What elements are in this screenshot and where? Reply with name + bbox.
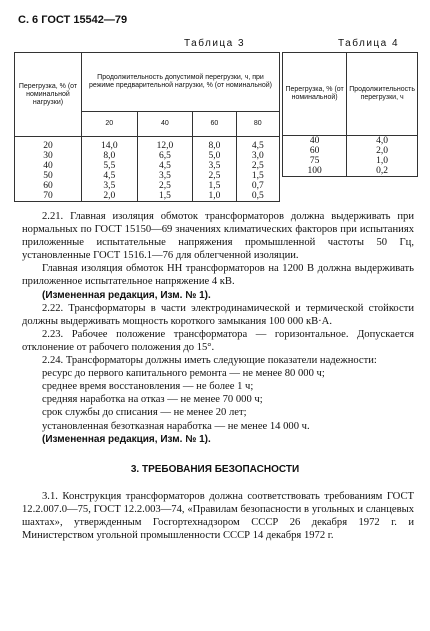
body-text	[22, 210, 414, 446]
paragraph-2-21-b: Главная изоляция обмоток НН трансформаторов на 1200 В должна выдерживать приложенное испытательное напряжение 4 кВ.	[22, 263, 414, 288]
cell: 4,5	[236, 141, 279, 151]
cell: 60	[283, 146, 347, 156]
cell: 2,5	[137, 181, 193, 191]
cell: 0,2	[347, 166, 418, 177]
table-4	[282, 52, 418, 177]
table-row	[283, 136, 418, 147]
cell: 1,5	[193, 181, 236, 191]
list-item: среднее время восстановления — не более 1 ч;	[42, 381, 254, 393]
cell: 8,0	[82, 151, 138, 161]
table-3	[14, 52, 280, 202]
paragraph-2-24: 2.24. Трансформаторы должны иметь следующие показатели надежности:	[42, 355, 377, 367]
paragraph-2-23: 2.23. Рабочее положение трансформатора — горизонтальное. Допускается отклонение от рабочего положения до 15°.	[22, 328, 414, 353]
page-header: С. 6 ГОСТ 15542—79	[18, 14, 128, 26]
table3-subheader: 60	[193, 112, 236, 137]
list-item: установленная безотказная наработка — не менее 14 000 ч.	[42, 420, 310, 432]
cell: 50	[15, 171, 82, 181]
list-item: срок службы до списания — не менее 20 лет;	[42, 407, 247, 419]
table-row	[15, 171, 280, 181]
table3-subheader: 20	[82, 112, 138, 137]
table-row	[15, 161, 280, 171]
cell: 1,0	[347, 156, 418, 166]
cell: 2,5	[236, 161, 279, 171]
cell: 100	[283, 166, 347, 177]
cell: 4,5	[82, 171, 138, 181]
paragraph-2-21: 2.21. Главная изоляция обмоток трансформаторов должна выдерживать при нормальных по ГОСТ 15150—69 значениях климатических факторов при испытаниях приложенные испытательные напряжения промышленной частоты 50 Гц, установленные ГОСТ 1516.1—76 для облегченной изоляции.	[22, 211, 414, 262]
table3-col-duration: Продолжительность допустимой перегрузки, ч, при режиме предварительной нагрузки, % (от номинальной)	[82, 53, 280, 112]
list-item: ресурс до первого капитального ремонта — не менее 80 000 ч;	[42, 368, 325, 380]
table-row	[283, 146, 418, 156]
table-row	[283, 166, 418, 177]
cell: 3,5	[193, 161, 236, 171]
table-row	[15, 181, 280, 191]
cell: 12,0	[137, 141, 193, 151]
cell: 4,5	[137, 161, 193, 171]
table4-col-overload: Перегрузка, % (от номинальной)	[283, 53, 347, 136]
cell: 20	[15, 141, 82, 151]
cell: 0,5	[236, 191, 279, 202]
table3-subheader: 80	[236, 112, 279, 137]
cell: 40	[15, 161, 82, 171]
cell: 6,5	[137, 151, 193, 161]
cell: 2,0	[82, 191, 138, 202]
table3-subheader: 40	[137, 112, 193, 137]
list-item: средняя наработка на отказ — не менее 70 000 ч;	[42, 394, 263, 406]
cell: 3,5	[137, 171, 193, 181]
table4-caption: Таблица 4	[338, 38, 400, 49]
cell: 8,0	[193, 141, 236, 151]
cell: 30	[15, 151, 82, 161]
cell: 5,5	[82, 161, 138, 171]
table-row	[15, 191, 280, 202]
cell: 14,0	[82, 141, 138, 151]
cell: 1,5	[236, 171, 279, 181]
cell: 1,0	[193, 191, 236, 202]
cell: 40	[283, 136, 347, 147]
table3-col-overload: Перегрузка, % (от номинальной нагрузки)	[15, 53, 82, 137]
cell: 0,7	[236, 181, 279, 191]
cell: 70	[15, 191, 82, 202]
cell: 2,0	[347, 146, 418, 156]
table4-col-duration: Продолжительность перегрузки, ч	[347, 53, 418, 136]
paragraph-3-1: 3.1. Конструкция трансформаторов должна соответствовать требованиям ГОСТ 12.2.007.0—75, ГОСТ 12.2.003—74, «Правилам безопасности в угольных и сланцевых шахтах», утвержденным Госгортехнадзором СССР 26 декабря 1972 г. и Министерством угольной промышленности СССР 14 декабря 1972 г.	[22, 491, 414, 542]
cell: 75	[283, 156, 347, 166]
cell: 4,0	[347, 136, 418, 147]
cell: 3,5	[82, 181, 138, 191]
cell: 2,5	[193, 171, 236, 181]
amendment-note: (Измененная редакция, Изм. № 1).	[42, 289, 211, 301]
table-row	[15, 141, 280, 151]
body-text-2	[22, 490, 414, 542]
cell: 60	[15, 181, 82, 191]
table3-caption: Таблица 3	[184, 38, 246, 49]
cell: 1,5	[137, 191, 193, 202]
section-heading: 3. ТРЕБОВАНИЯ БЕЗОПАСНОСТИ	[130, 464, 300, 475]
paragraph-2-22: 2.22. Трансформаторы в части электродинамической и термической стойкости должны выдерживать мощность короткого замыкания 100 000 кВ·А.	[22, 302, 414, 327]
cell: 5,0	[193, 151, 236, 161]
table-row	[283, 156, 418, 166]
cell: 3,0	[236, 151, 279, 161]
amendment-note: (Измененная редакция, Изм. № 1).	[42, 433, 211, 445]
table-row	[15, 151, 280, 161]
